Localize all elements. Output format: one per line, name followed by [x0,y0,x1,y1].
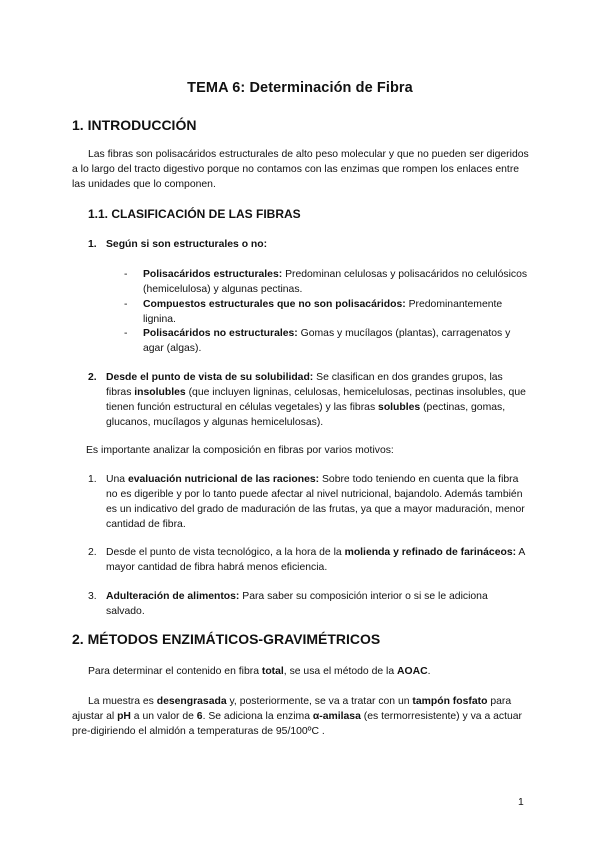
method-paragraph-1 [72,664,532,679]
text-run: (que incluyen ligninas, celulosas, hemicelulosas, pectinas insolubles, que tienen función estructural en células vegetales) y las fibras [106,387,526,413]
bold-run: total [261,666,284,677]
text-run: , se usa el método de la [283,666,398,677]
bold-run: evaluación nutricional de las raciones: [127,474,320,485]
bullet-text: Predominantemente lignina. [143,299,503,325]
list-number: 3. [88,591,97,602]
bullet-item [143,326,533,356]
motive-text [106,472,526,532]
text-run: Sobre todo teniendo en cuenta que la fibra no es digerible y por lo tanto puede afectar al nivel nutricional, bajandolo. Además también es un indicativo del grado de maduración de las frutas, ya que a mayor maduración, menor cantidad de fibra. [106,474,525,530]
classification-item-2 [88,370,538,432]
text-run: Desde el punto de vista tecnológico, a la hora de la [106,547,345,558]
page-title: TEMA 6: Determinación de Fibra [187,80,413,96]
classification-text [106,370,526,430]
text-run: (pectinas, gomas, glucanos, mucílagos y algunas hemicelulosas). [106,402,506,428]
bold-run: tampón fosfato [412,696,488,707]
text-run: para ajustar al [72,696,512,722]
subsection-heading-clasificacion: 1.1. CLASIFICACIÓN DE LAS FIBRAS [88,207,301,221]
bold-run: Adulteración de alimentos: [106,591,240,602]
text-run: . [427,666,431,677]
list-number: 1. [88,239,97,250]
list-number: 2. [88,372,97,383]
text-run: Para saber su composición interior o si se le adiciona salvado. [106,591,488,617]
motive-item [88,545,538,577]
method-paragraph-2 [72,694,532,739]
text-run: Se clasifican en dos grandes grupos, las fibras [106,372,503,398]
bold-run: pH [117,711,131,722]
bold-run: α-amilasa [312,711,361,722]
bold-run: 6 [196,711,203,722]
classification-label: Según si son estructurales o no: [106,239,268,250]
motive-item [88,472,538,534]
text-run: a un valor de [130,711,197,722]
text-run: Una [106,474,128,485]
bullet-item [143,267,533,297]
motive-item [88,589,538,621]
bullet-marker: - [124,328,128,339]
motive-text [106,589,526,619]
text-run: Para determinar el contenido en fibra [88,666,262,677]
bullet-text: Predominan celulosas y polisacáridos no celulósicos (hemicelulosa) y algunas pectinas. [143,269,528,295]
text-run: . Se adiciona la enzima [202,711,313,722]
bullet-text: Gomas y mucílagos (plantas), carragenatos y agar (algas). [143,328,511,354]
bold-run: solubles [378,402,421,413]
bold-run: insolubles [134,387,186,398]
text-run: La muestra es [88,696,157,707]
bullet-bold: Compuestos estructurales que no son polisacáridos: [143,299,406,310]
list-number: 1. [88,474,97,485]
page-number: 1 [518,797,524,808]
motive-text [106,545,526,575]
list-number: 2. [88,547,97,558]
section-heading-introduccion: 1. INTRODUCCIÓN [72,117,197,133]
classification-item-1 [88,237,538,253]
bullet-marker: - [124,299,128,310]
bullet-item [143,297,533,327]
text-run: (es termorresistente) y va a actuar pre-digiriendo el almidón a temperaturas de 95/100ºC . [72,711,522,737]
intro-paragraph: Las fibras son polisacáridos estructurales de alto peso molecular y que no pueden ser digeridos a lo largo del tracto digestivo porque no contamos con las enzimas que rompen los enlaces entre las unidades que lo componen. [72,149,529,190]
motives-intro: Es importante analizar la composición en fibras por varios motivos: [86,445,394,456]
bold-run: Desde el punto de vista de su solubilidad: [106,372,314,383]
bullet-marker: - [124,269,128,280]
bullet-bold: Polisacáridos no estructurales: [143,328,298,339]
text-run: y, posteriormente, se va a tratar con un [226,696,413,707]
bold-run: desengrasada [156,696,227,707]
bold-run: AOAC [397,666,428,677]
bold-run: molienda y refinado de farináceos: [344,547,517,558]
text-run: A mayor cantidad de fibra habrá menos eficiencia. [106,547,525,573]
bullet-bold: Polisacáridos estructurales: [143,269,283,280]
section-heading-metodos: 2. MÉTODOS ENZIMÁTICOS-GRAVIMÉTRICOS [72,631,381,647]
